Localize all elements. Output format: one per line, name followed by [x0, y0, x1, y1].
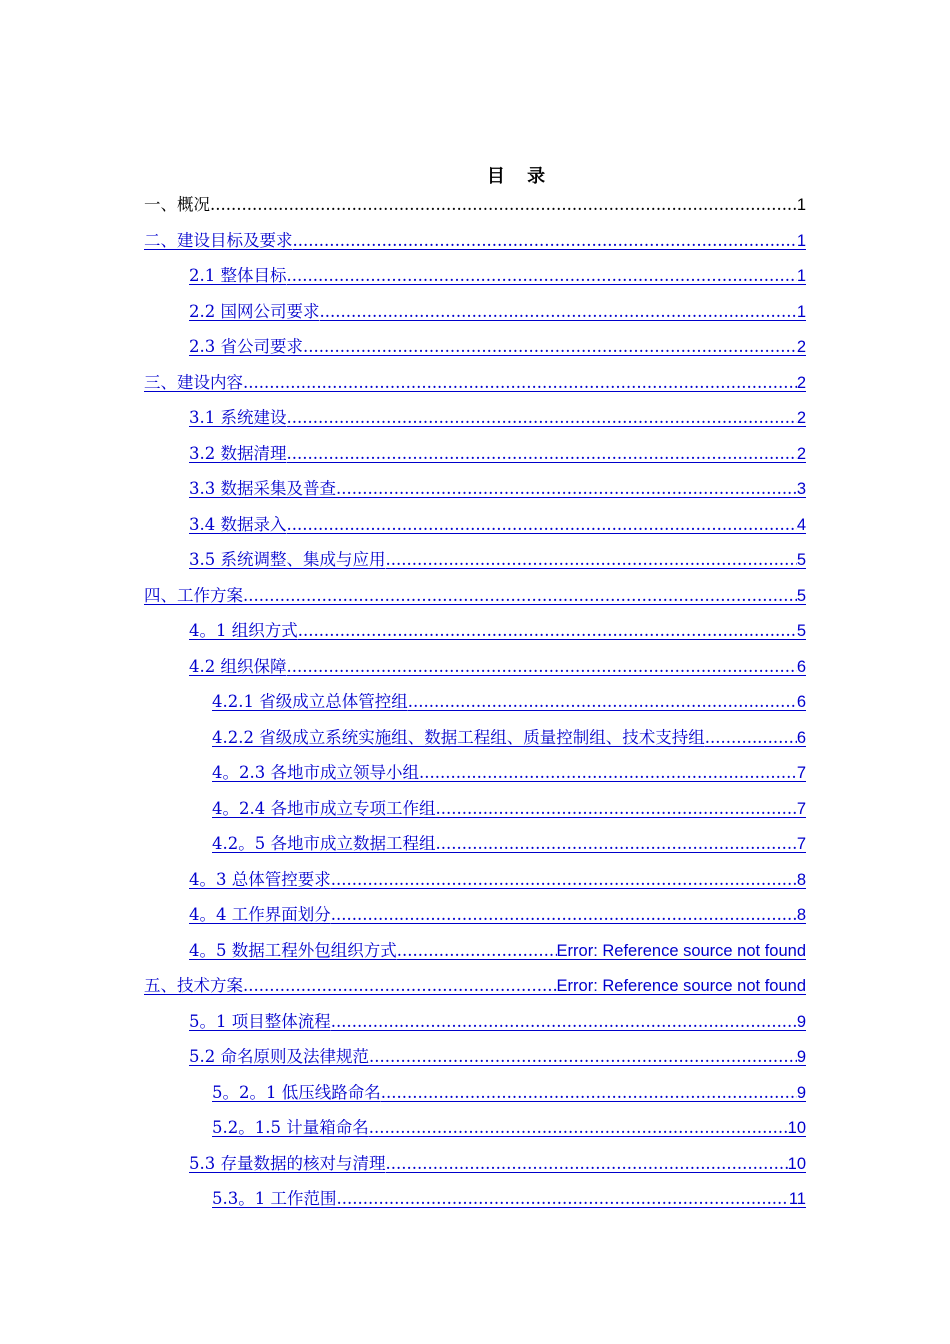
toc-entry-page: 1 [796, 196, 806, 214]
toc-leader-dots [293, 223, 797, 259]
toc-entry-page: 6 [796, 693, 806, 711]
toc-leader-dots [336, 471, 797, 507]
toc-leader-dots [408, 684, 797, 720]
toc-entry-label: 一、概况 [144, 195, 210, 214]
toc-entry-label: 5。1 项目整体流程 [189, 1011, 331, 1031]
toc-list [144, 187, 806, 1217]
toc-leader-dots [287, 649, 797, 685]
toc-entry-label: 4。1 组织方式 [189, 621, 298, 640]
toc-entry-label: 二、建设目标及要求 [144, 230, 293, 250]
toc-entry[interactable] [144, 791, 806, 827]
toc-entry-label: 4.2。5 各地市成立数据工程组 [212, 834, 436, 853]
toc-entry[interactable] [144, 223, 806, 259]
toc-entry-page: 2 [796, 409, 806, 427]
toc-entry-page: 9 [796, 1012, 806, 1031]
toc-entry-label: 五、技术方案 [144, 976, 243, 995]
toc-title: 目 录 [486, 166, 554, 187]
toc-entry[interactable] [144, 329, 806, 365]
toc-entry[interactable] [144, 968, 806, 1004]
toc-entry[interactable] [144, 1075, 806, 1111]
toc-leader-dots [243, 578, 797, 614]
toc-entry[interactable] [144, 720, 806, 756]
toc-entry-page: 11 [788, 1190, 806, 1208]
toc-entry[interactable] [144, 613, 806, 649]
toc-entry-page: 7 [796, 835, 806, 853]
toc-entry-label: 4。4 工作界面划分 [189, 905, 331, 924]
toc-entry-page: 7 [796, 764, 806, 782]
toc-entry-page: 1 [796, 231, 806, 250]
toc-entry-page: 7 [796, 799, 806, 818]
toc-entry-page: 4 [796, 515, 806, 534]
toc-entry[interactable] [144, 1039, 806, 1075]
toc-entry[interactable] [144, 187, 806, 223]
toc-entry-page: 5 [796, 622, 806, 640]
toc-entry-label: 4。3 总体管控要求 [189, 869, 331, 889]
toc-entry-label: 5。2。1 低压线路命名 [212, 1082, 381, 1102]
toc-leader-dots [331, 1004, 797, 1040]
toc-leader-dots [369, 1110, 788, 1146]
toc-entry[interactable] [144, 400, 806, 436]
toc-entry-page: 5 [796, 551, 806, 569]
toc-entry-page: 1 [796, 267, 806, 285]
toc-entry-page: 10 [787, 1119, 806, 1137]
toc-entry[interactable] [144, 649, 806, 685]
toc-leader-dots [243, 365, 797, 401]
toc-leader-dots [386, 1146, 788, 1182]
toc-entry[interactable] [144, 1181, 806, 1217]
toc-entry-label: 4。2.4 各地市成立专项工作组 [212, 798, 436, 818]
toc-entry-page: 6 [796, 728, 806, 747]
toc-entry[interactable] [144, 365, 806, 401]
toc-entry-page: 9 [796, 1048, 806, 1066]
toc-leader-dots [705, 720, 797, 756]
toc-leader-dots [397, 933, 557, 969]
toc-entry[interactable] [144, 897, 806, 933]
toc-entry-label: 3.2 数据清理 [189, 443, 287, 463]
toc-entry-label: 4.2.1 省级成立总体管控组 [212, 692, 408, 711]
toc-entry[interactable] [144, 1146, 806, 1182]
toc-leader-dots [298, 613, 797, 649]
toc-entry-label: 2.1 整体目标 [189, 266, 287, 285]
toc-leader-dots [287, 258, 797, 294]
toc-entry-page: Error: Reference source not found [556, 941, 806, 960]
toc-entry-label: 2.3 省公司要求 [189, 337, 303, 356]
toc-leader-dots [435, 791, 796, 827]
toc-entry-label: 3.4 数据录入 [189, 514, 287, 534]
toc-leader-dots [287, 507, 797, 543]
toc-entry[interactable] [144, 826, 806, 862]
toc-leader-dots [381, 1075, 797, 1111]
toc-entry-label: 5.3 存量数据的核对与清理 [189, 1153, 386, 1173]
toc-entry-label: 4。5 数据工程外包组织方式 [189, 940, 397, 960]
toc-entry-page: 2 [796, 338, 806, 356]
toc-entry-label: 3.1 系统建设 [189, 408, 287, 427]
toc-entry[interactable] [144, 684, 806, 720]
toc-entry-page: 2 [796, 444, 806, 463]
toc-entry-label: 2.2 国网公司要求 [189, 301, 320, 321]
toc-entry[interactable] [144, 1110, 806, 1146]
toc-entry-label: 4.2 组织保障 [189, 656, 287, 676]
toc-entry-label: 三、建设内容 [144, 372, 243, 392]
toc-entry-page: 1 [796, 302, 806, 321]
toc-entry-label: 3.3 数据采集及普查 [189, 479, 336, 498]
toc-entry-label: 4.2.2 省级成立系统实施组、数据工程组、质量控制组、技术支持组 [212, 727, 705, 747]
toc-leader-dots [435, 826, 796, 862]
toc-entry[interactable] [144, 507, 806, 543]
toc-leader-dots [210, 187, 797, 223]
toc-entry-page: 10 [787, 1154, 806, 1173]
toc-leader-dots [369, 1039, 797, 1075]
toc-entry-page: Error: Reference source not found [556, 977, 806, 995]
toc-leader-dots [331, 897, 797, 933]
toc-entry-page: 9 [796, 1083, 806, 1102]
toc-leader-dots [419, 755, 797, 791]
toc-entry[interactable] [144, 436, 806, 472]
toc-leader-dots [320, 294, 797, 330]
toc-leader-dots [386, 542, 797, 578]
toc-entry[interactable] [144, 1004, 806, 1040]
toc-leader-dots [336, 1181, 788, 1217]
toc-entry[interactable] [144, 755, 806, 791]
toc-entry[interactable] [144, 542, 806, 578]
toc-entry-page: 3 [796, 480, 806, 498]
toc-entry-page: 6 [796, 657, 806, 676]
toc-entry[interactable] [144, 862, 806, 898]
toc-entry[interactable] [144, 471, 806, 507]
toc-leader-dots [331, 862, 797, 898]
toc-entry-label: 5.2 命名原则及法律规范 [189, 1047, 369, 1066]
toc-entry-page: 8 [796, 870, 806, 889]
toc-entry[interactable] [144, 258, 806, 294]
toc-leader-dots [287, 436, 797, 472]
toc-leader-dots [243, 968, 557, 1004]
toc-entry-label: 四、工作方案 [144, 585, 243, 605]
toc-entry-page: 8 [796, 906, 806, 924]
toc-entry-label: 3.5 系统调整、集成与应用 [189, 550, 386, 569]
toc-entry[interactable] [144, 933, 806, 969]
toc-leader-dots [303, 329, 797, 365]
toc-leader-dots [287, 400, 797, 436]
toc-entry-label: 4。2.3 各地市成立领导小组 [212, 763, 419, 782]
toc-entry[interactable] [144, 578, 806, 614]
toc-entry-label: 5.3。1 工作范围 [212, 1189, 337, 1208]
toc-entry-page: 2 [796, 373, 806, 392]
toc-entry-page: 5 [796, 586, 806, 605]
toc-entry[interactable] [144, 294, 806, 330]
toc-entry-label: 5.2。1.5 计量箱命名 [212, 1118, 369, 1137]
